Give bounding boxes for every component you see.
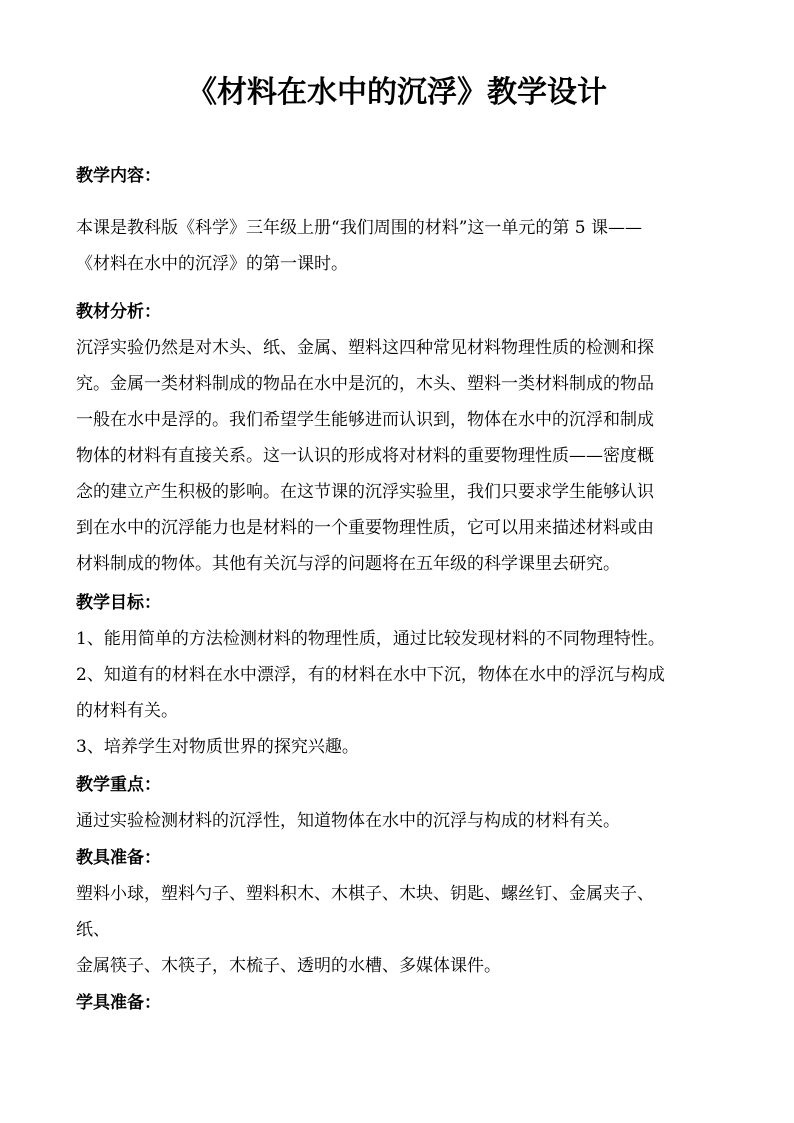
- section-heading: 教学重点：: [76, 775, 161, 795]
- goal-line: 2、知道有的材料在水中漂浮，有的材料在水中下沉，物体在水中的浮沉与构成: [76, 665, 665, 685]
- paragraph-line: 本课是教科版《科学》三年级上册“我们周围的材料”这一单元的第 5 课——: [76, 218, 643, 238]
- section-heading: 学具准备：: [76, 993, 161, 1013]
- paragraph-line: 金属筷子、木筷子，木梳子、透明的水槽、多媒体课件。: [76, 956, 501, 976]
- section-heading: 教学目标：: [76, 593, 161, 613]
- paragraph-line: 塑料小球，塑料勺子、塑料积木、木棋子、木块、钥匙、螺丝钉、金属夹子、: [76, 884, 654, 904]
- goal-line: 1、能用简单的方法检测材料的物理性质，通过比较发现材料的不同物理特性。: [76, 629, 665, 649]
- paragraph-line: 沉浮实验仍然是对木头、纸、金属、塑料这四种常见材料物理性质的检测和探: [76, 338, 654, 358]
- goal-line: 的材料有关。: [76, 701, 178, 721]
- paragraph-line: 一般在水中是浮的。我们希望学生能够进而认识到，物体在水中的沉浮和制成: [76, 410, 654, 430]
- document-title: 《材料在水中的沉浮》教学设计: [187, 75, 607, 110]
- section-heading: 教学内容：: [76, 166, 161, 186]
- section-heading: 教具准备：: [76, 848, 161, 868]
- section-teaching-focus: [76, 767, 722, 839]
- section-teaching-content-body: [76, 210, 722, 282]
- section-student-aids: [76, 985, 722, 1021]
- paragraph-line: 材料制成的物体。其他有关沉与浮的问题将在五年级的科学课里去研究。: [76, 554, 620, 574]
- paragraph-line: 到在水中的沉浮能力也是材料的一个重要物理性质，它可以用来描述材料或由: [76, 518, 654, 538]
- goal-line: 3、培养学生对物质世界的探究兴趣。: [76, 737, 359, 757]
- paragraph-line: 通过实验检测材料的沉浮性，知道物体在水中的沉浮与构成的材料有关。: [76, 811, 620, 831]
- paragraph-line: 物体的材料有直接关系。这一认识的形成将对材料的重要物理性质——密度概: [76, 446, 654, 466]
- section-teaching-aids: [76, 840, 722, 984]
- section-heading: 教材分析：: [76, 302, 161, 322]
- paragraph-line: 念的建立产生积极的影响。在这节课的沉浮实验里，我们只要求学生能够认识: [76, 482, 654, 502]
- section-teaching-content: [76, 158, 722, 194]
- section-teaching-goals: [76, 585, 722, 765]
- paragraph-line: 究。金属一类材料制成的物品在水中是沉的，木头、塑料一类材料制成的物品: [76, 374, 654, 394]
- section-material-analysis: [76, 294, 722, 582]
- paragraph-line: 纸、: [76, 920, 110, 940]
- paragraph-line: 《材料在水中的沉浮》的第一课时。: [76, 254, 348, 274]
